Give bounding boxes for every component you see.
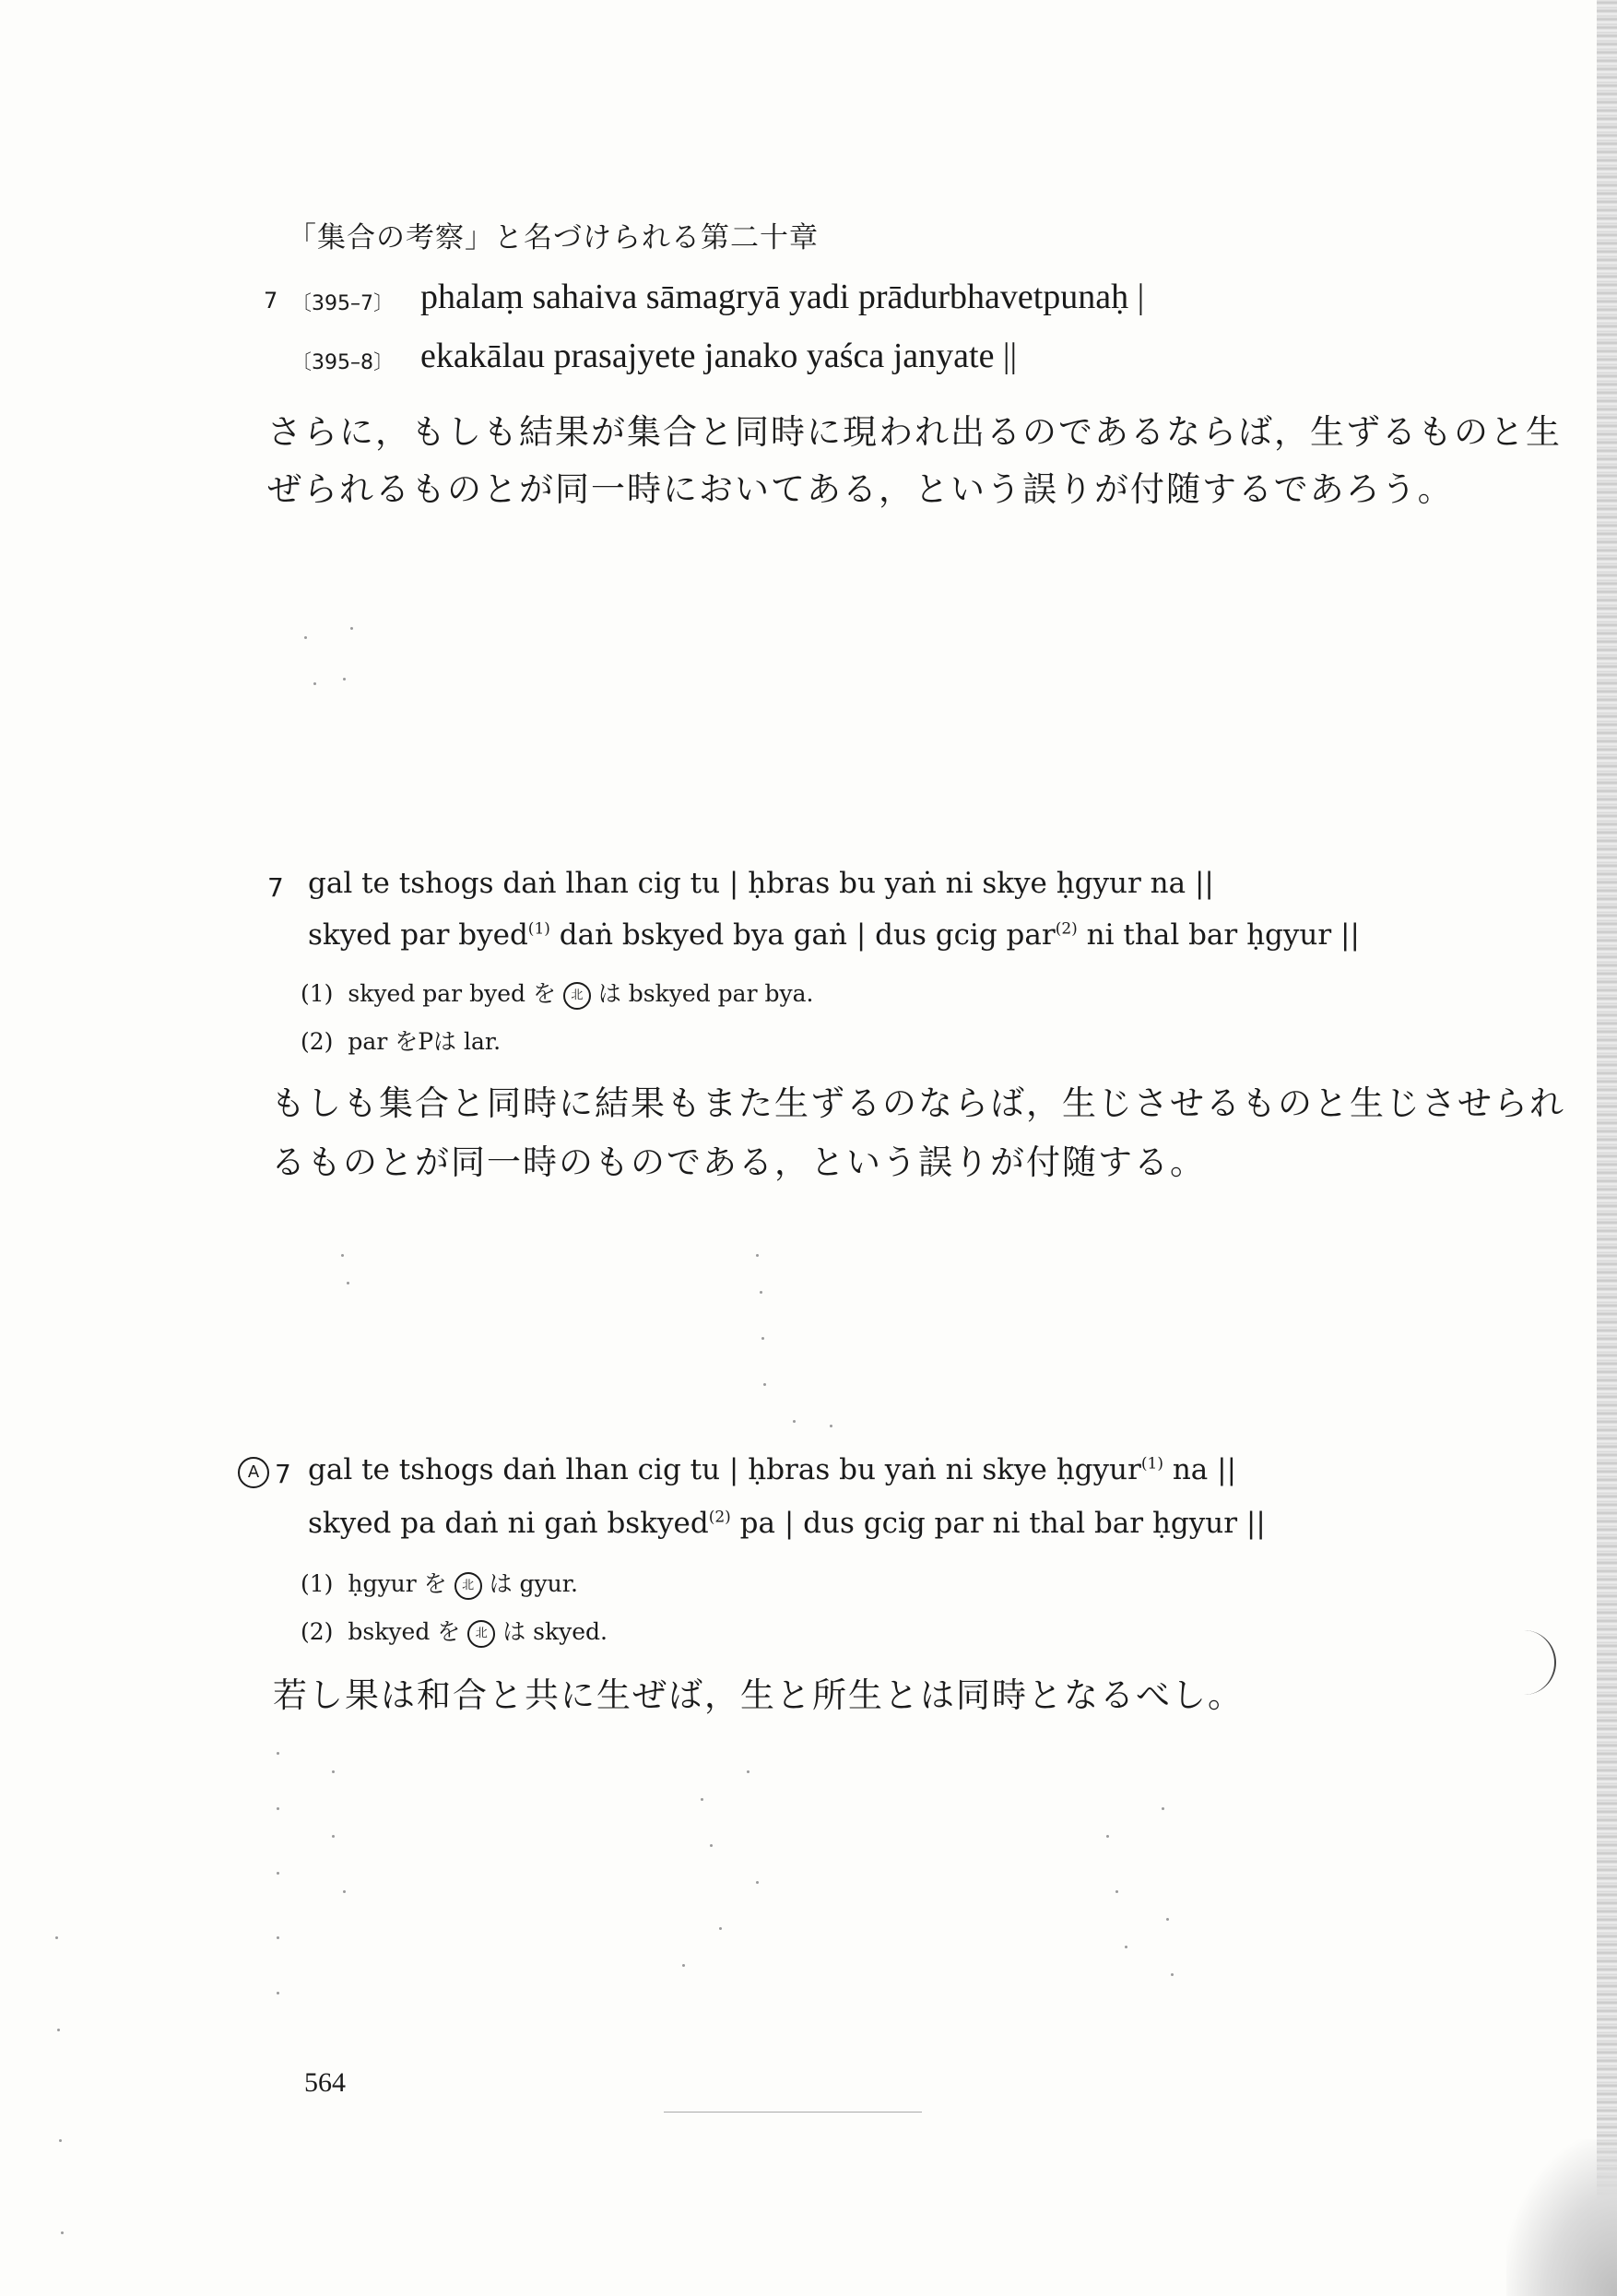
scan-shadow: [1506, 2139, 1617, 2296]
verse-number: 7: [264, 288, 278, 314]
footnote-text: par をPは lar.: [348, 1028, 502, 1055]
footnote: [301, 1566, 578, 1600]
footnote-text: は bskyed par bya.: [597, 980, 814, 1007]
tibetan-text: na ||: [1163, 1453, 1237, 1486]
margin-bracket-mark: [1512, 1630, 1556, 1695]
footnote-number: (1): [301, 1570, 334, 1597]
japanese-translation: るものとが同一時のものである，という誤りが付随する。: [271, 1142, 1206, 1182]
footnote: [301, 1024, 501, 1057]
edition-mark: 北: [454, 1572, 482, 1600]
verse-reference: 〔395–7〕: [291, 292, 394, 315]
note-ref: (1): [527, 919, 550, 939]
note-ref: (2): [1055, 919, 1078, 939]
footnote-number: (2): [301, 1028, 334, 1055]
page-number: 564: [304, 2067, 346, 2098]
footnote-text: は gyur.: [489, 1570, 578, 1597]
chapter-title: 「集合の考察」と名づけられる第二十章: [288, 221, 819, 254]
footnote-text: は skyed.: [502, 1618, 608, 1645]
tibetan-text: skyed pa daṅ ni gaṅ bskyed: [308, 1507, 709, 1540]
tibetan-text: ni thal bar ḥgyur ||: [1077, 918, 1360, 952]
tibetan-text: pa | dus gcig par ni thal bar ḥgyur ||: [730, 1507, 1266, 1540]
tibetan-text: skyed par byed: [308, 918, 528, 952]
note-ref: (2): [708, 1508, 731, 1527]
footnote: [301, 976, 813, 1010]
note-ref: (1): [1140, 1454, 1163, 1473]
scan-artifact-line: [664, 2112, 922, 2113]
footnote: [301, 1614, 608, 1648]
circled-a-mark: A: [238, 1457, 269, 1488]
footnote-number: (2): [301, 1618, 334, 1645]
tibetan-line: [308, 918, 1360, 952]
japanese-translation: さらに，もしも結果が集合と同時に現われ出るのであるならば，生ずるものと生: [267, 412, 1562, 452]
sanskrit-line: ekakālau prasajyete janako yaśca janyate ||: [420, 337, 1018, 375]
verse-number: 7: [267, 872, 284, 903]
edition-mark: 北: [563, 982, 591, 1010]
japanese-translation: もしも集合と同時に結果もまた生ずるのならば，生じさせるものと生じさせられ: [271, 1083, 1565, 1123]
footnote-number: (1): [301, 980, 334, 1007]
edition-mark: 北: [467, 1620, 495, 1648]
footnote-text: skyed par byed を: [348, 980, 556, 1007]
tibetan-text: daṅ bskyed bya gaṅ | dus gcig par: [549, 918, 1056, 952]
section-mark: [238, 1457, 269, 1488]
footnote-text: bskyed を: [348, 1618, 461, 1645]
tibetan-line: [308, 1453, 1236, 1486]
verse-number: 7: [275, 1459, 291, 1489]
sanskrit-line: phalaṃ sahaiva sāmagryā yadi prādurbhavetpunaḥ |: [420, 278, 1145, 316]
tibetan-text: gal te tshogs daṅ lhan cig tu | ḥbras bu yaṅ ni skye ḥgyur: [308, 1453, 1141, 1486]
tibetan-line: gal te tshogs daṅ lhan cig tu | ḥbras bu yaṅ ni skye ḥgyur na ||: [308, 867, 1214, 900]
japanese-translation: ぜられるものとが同一時においてある，という誤りが付随するであろう。: [267, 469, 1454, 509]
footnote-text: ḥgyur を: [348, 1570, 447, 1597]
verse-reference: 〔395–8〕: [291, 351, 394, 374]
japanese-translation: 若し果は和合と共に生ぜば，生と所生とは同時となるべし。: [273, 1675, 1244, 1715]
tibetan-line: [308, 1507, 1266, 1540]
page-edge-shadow: [1597, 0, 1617, 2296]
